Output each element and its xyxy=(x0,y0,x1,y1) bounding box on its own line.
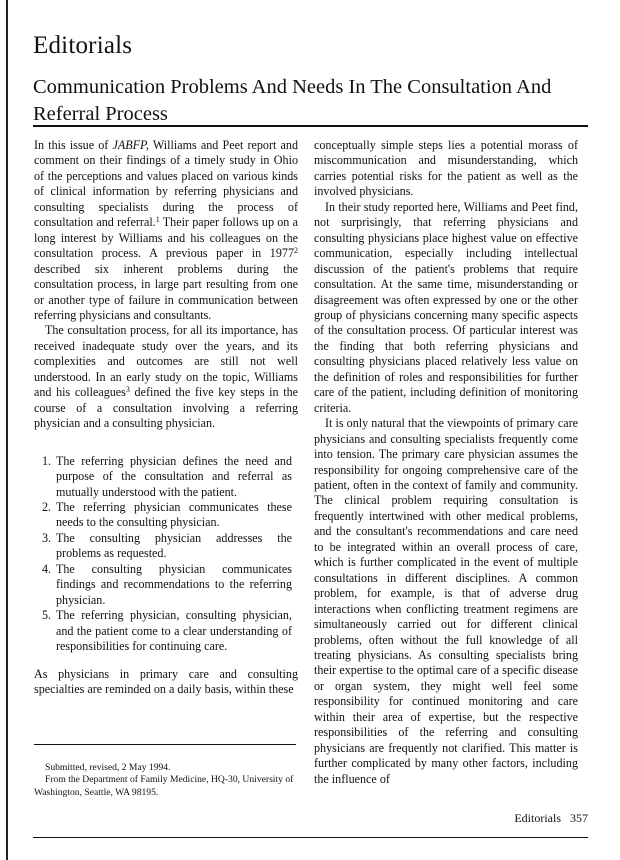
affiliation-note: From the Department of Family Medicine, HQ-30, University of Washington, Seattle, WA 98195. xyxy=(34,774,294,798)
list-item: 4. The consulting physician communicates findings and recommendations to the referring physician. xyxy=(42,561,292,607)
list-item: 5. The referring physician, consulting physician, and the patient come to a clear understanding of responsibilities for continuing care. xyxy=(42,608,292,654)
after-list-paragraph: As physicians in primary care and consulting specialties are reminded on a daily basis, within these xyxy=(34,666,298,696)
article-title: Communication Problems And Needs In The Consultation And Referral Process xyxy=(33,76,552,125)
submitted-note: Submitted, revised, 2 May 1994. xyxy=(45,762,171,773)
intro-paragraph: In this issue of JABFP, Williams and Peet report and comment on their findings of a timely study in Ohio of the perceptions and values placed on various kinds of clinical information by referring physicians and consulting specialists during the process of consultation and referral.$^1$ Their paper follows up on a long interest by Williams and his colleagues on the consultation process. A previous paper in 1977$^2$ described six inherent problems during the consultation process, in large part resulting from one or another type of failure in communication between referring physicians and consultants. xyxy=(34,138,298,322)
footnotes xyxy=(34,762,296,799)
citation-2: 2 xyxy=(294,246,298,256)
footnote-divider xyxy=(34,744,296,745)
consultation-paragraph: The consultation process, for all its importance, has received inadequate study over the years, and its complexities and outcomes are still not well understood. In an early study on the topic, Williams and his colleagues$^3$ defined the five key steps in the course of a consultation involving a referring physician and a consulting physician. xyxy=(34,323,298,431)
citation-3: 3 xyxy=(125,385,130,395)
journal-name: JABFP, xyxy=(112,138,149,152)
page-edge-rule xyxy=(6,0,8,860)
list-item: 3. The consulting physician addresses the problems as requested. xyxy=(42,530,292,561)
section-title: Editorials xyxy=(33,32,133,59)
citation-1: 1 xyxy=(155,215,160,225)
page-number: 357 xyxy=(570,811,588,825)
right-column xyxy=(314,138,578,787)
continuation-paragraph: conceptually simple steps lies a potential morass of miscommunication and misunderstanding, which carries potential risks for the patient as well as the involved physicians. xyxy=(314,138,578,199)
findings-paragraph: In their study reported here, Williams and Peet find, not surprisingly, that referring physicians and consulting physicians place highest value on effective communication, especially including intellectual discussion of the patient's problems that require consultation. At the same time, misunderstanding or disagreement was often expressed by one or the other group of physicians concerning many specific aspects of the consultation process. Of particular interest was the finding that both referring physicians and consulting physicians placed relatively less value on the definition of roles and responsibilities for further care of the patient, including definition of monitoring criteria. xyxy=(314,199,578,415)
footer-divider xyxy=(33,837,588,838)
list-item: 2. The referring physician communicates these needs to the consulting physician. xyxy=(42,499,292,530)
consultation-steps-list xyxy=(34,454,298,655)
footer-label: Editorials xyxy=(514,811,561,825)
left-column xyxy=(34,138,298,697)
list-item: 1. The referring physician defines the need and purpose of the consultation and referral as mutually understood with the patient. xyxy=(42,453,292,499)
running-footer xyxy=(505,811,588,826)
tension-paragraph: It is only natural that the viewpoints of primary care physicians and consulting specialists frequently come into tension. The primary care physician assumes the responsibility for ongoing comprehensive care of the patient, often in the context of family and community. The clinical problem requiring consultation is frequently intertwined with other medical problems, and the consultant's recommendations and care need to be integrated within an overall process of care, which is further complicated in the event of multiple consultations in different disciplines. A common problem, for example, is that of adverse drug interactions when conflicting treatment regimens are simultaneously carried out for different clinical problems, often without the full knowledge of all treating physicians. As consulting specialists bring their expertise to the optimal care of a specific disease or organ system, they might well feel some responsibility for continued monitoring and care within their area of expertise, but the respective responsibilities of the referring and consulting physicians are frequently not clarified. This matter is further complicated by many other factors, including the influence of xyxy=(314,416,578,786)
title-divider xyxy=(33,125,588,127)
